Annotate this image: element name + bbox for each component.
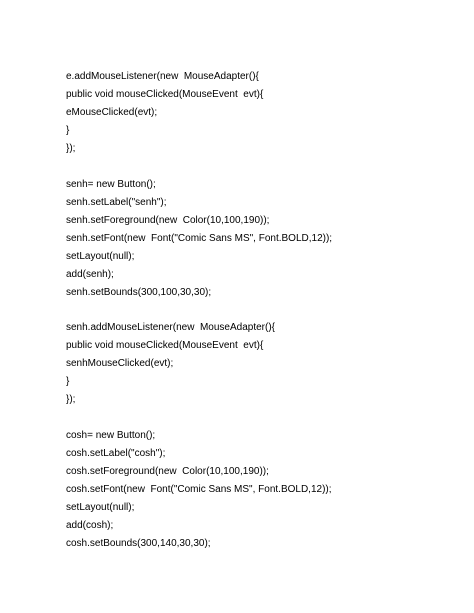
code-block-senh-button xyxy=(66,176,446,302)
code-line: senh.setLabel("senh"); xyxy=(66,197,167,208)
code-line: add(senh); xyxy=(66,269,114,280)
code-line: cosh.setLabel("cosh"); xyxy=(66,448,166,459)
code-line: add(cosh); xyxy=(66,520,114,531)
code-block-mouse-listener-e xyxy=(66,68,446,158)
code-line: setLayout(null); xyxy=(66,502,135,513)
code-line: senh.setForeground(new Color(10,100,190)); xyxy=(66,215,270,226)
code-line: }); xyxy=(66,143,76,154)
code-block-mouse-listener-senh xyxy=(66,319,446,409)
code-line: } xyxy=(66,125,70,136)
code-line: cosh= new Button(); xyxy=(66,430,156,441)
code-line: setLayout(null); xyxy=(66,251,135,262)
code-line: senh.addMouseListener(new MouseAdapter(){ xyxy=(66,322,276,333)
code-line: } xyxy=(66,376,70,387)
code-line: cosh.setBounds(300,140,30,30); xyxy=(66,538,211,549)
code-line: cosh.setForeground(new Color(10,100,190)); xyxy=(66,466,269,477)
code-line: senh= new Button(); xyxy=(66,179,156,190)
code-line: public void mouseClicked(MouseEvent evt){ xyxy=(66,340,264,351)
code-line: senhMouseClicked(evt); xyxy=(66,358,174,369)
code-line: }); xyxy=(66,394,76,405)
code-line: senh.setBounds(300,100,30,30); xyxy=(66,287,212,298)
code-line: public void mouseClicked(MouseEvent evt){ xyxy=(66,89,264,100)
code-line: eMouseClicked(evt); xyxy=(66,107,158,118)
code-line: senh.setFont(new Font("Comic Sans MS", Font.BOLD,12)); xyxy=(66,233,333,244)
code-line: e.addMouseListener(new MouseAdapter(){ xyxy=(66,71,259,82)
code-line: cosh.setFont(new Font("Comic Sans MS", Font.BOLD,12)); xyxy=(66,484,332,495)
code-block-cosh-button xyxy=(66,427,446,553)
